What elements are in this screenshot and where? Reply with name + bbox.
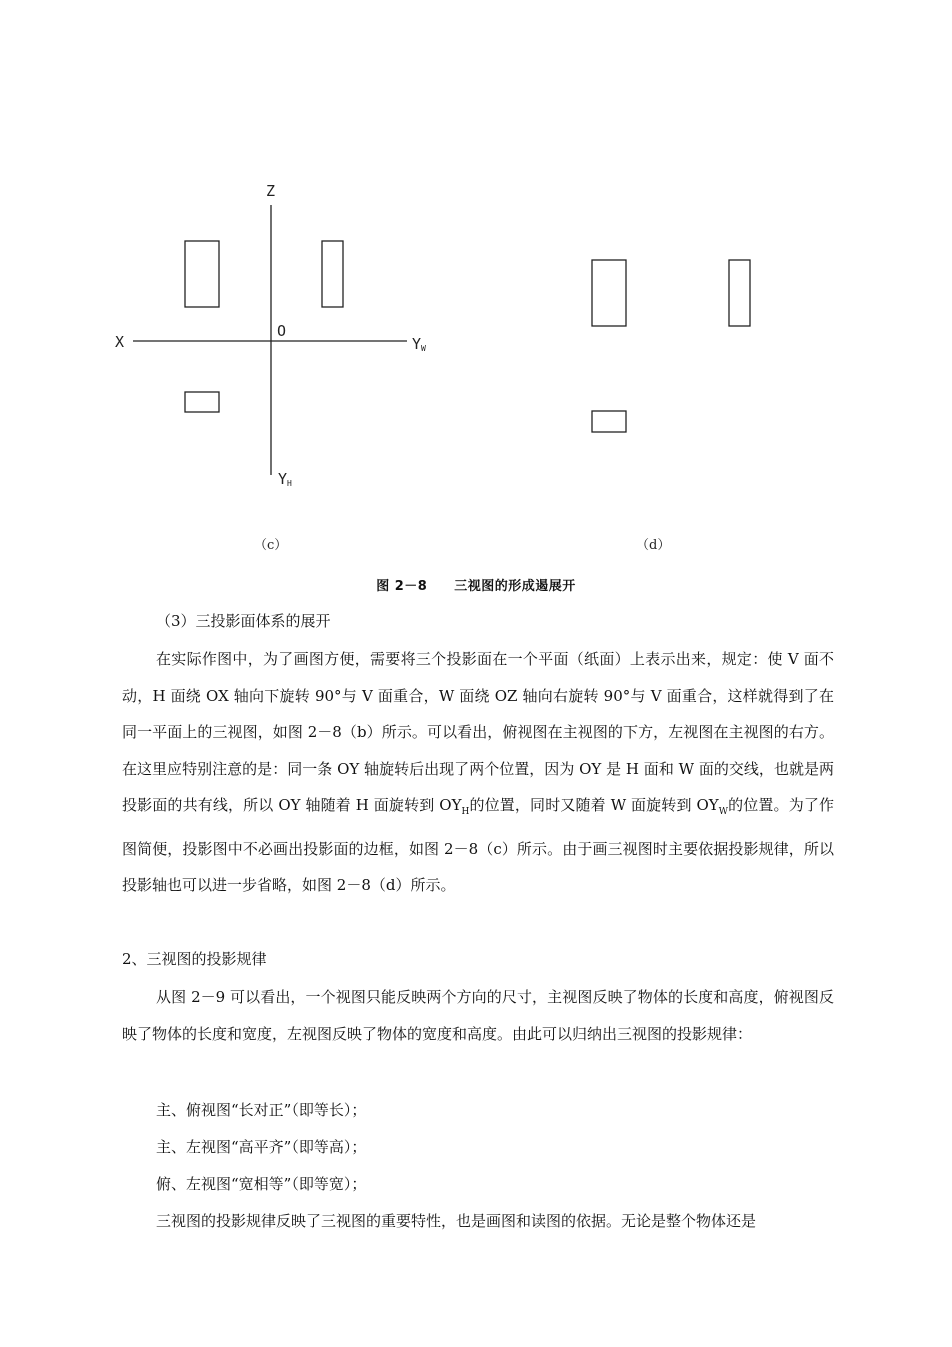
- caption-c: （c）: [254, 538, 288, 553]
- z-axis-label: Z: [266, 182, 276, 200]
- figure-d: [580, 250, 780, 450]
- front-view-rect: [185, 241, 219, 307]
- rule-1: 主、俯视图“长对正”（即等长）；: [156, 1101, 367, 1119]
- paragraph-1: 在实际作图中，为了画图方便，需要将三个投影面在一个平面（纸面）上表示出来，规定：使 V 面不动，H 面绕 OX 轴向下旋转 90°与 V 面重合，W 面绕 OZ 轴向右旋转 90°与 V 面重合，这样就得到了在同一平面上的三视图，如图 2－8（b）所示。可以看出，俯视图在主视图的下方，左视图在主视图的右方。在这里应特别注意的是：同一条 OY 轴旋转后出现了两个位置，因为 OY 是 H 面和 W 面的交线，也就是两投影面的共有线，所以 OY 轴随着 H 面旋转到 $OY_H$的位置，同时又随着 W 面旋转到 $OY_W$的位置。为了作图简便，投影图中不必画出投影面的边框，如图 2－8（c）所示。由于画三视图时主要依据投影规律，所以投影轴也可以进一步省略，如图 2－8（d）所示。: [122, 650, 834, 894]
- rule-2: 主、左视图“高平齐”（即等高）；: [156, 1138, 367, 1156]
- top-view-rect: [592, 411, 626, 432]
- paragraph-3: 三视图的投影规律反映了三视图的重要特性，也是画图和读图的依据。无论是整个物体还是: [156, 1212, 757, 1230]
- front-view-rect: [592, 260, 626, 326]
- top-view-rect: [185, 392, 219, 412]
- heading-3: （3）三投影面体系的展开: [156, 612, 331, 630]
- x-axis-label: X: [115, 333, 125, 351]
- yh-axis-label: $Y_H$: [278, 470, 292, 488]
- caption-d: （d）: [636, 538, 671, 553]
- figure-c: [100, 175, 460, 505]
- rule-3: 俯、左视图“宽相等”（即等宽）；: [156, 1175, 367, 1193]
- figure-title: 图 2－8 三视图的形成遏展开: [376, 579, 576, 594]
- origin-label: O: [277, 322, 287, 340]
- yw-axis-label: $Y_W$: [412, 335, 426, 353]
- heading-2: 2、三视图的投影规律: [122, 950, 267, 968]
- left-view-rect: [729, 260, 750, 326]
- paragraph-2: 从图 2－9 可以看出，一个视图只能反映两个方向的尺寸，主视图反映了物体的长度和高度，俯视图反映了物体的长度和宽度，左视图反映了物体的宽度和高度。由此可以归纳出三视图的投影规律：: [122, 988, 834, 1043]
- left-view-rect: [322, 241, 343, 307]
